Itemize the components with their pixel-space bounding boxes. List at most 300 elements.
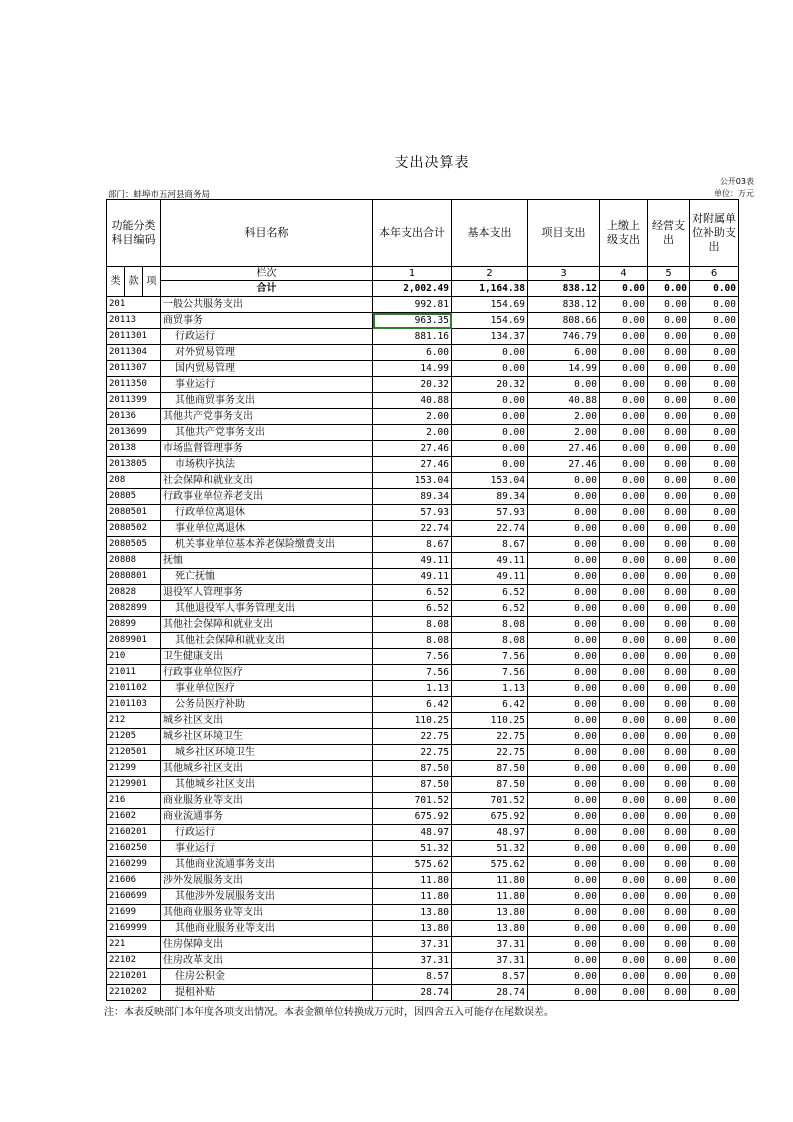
row-total[interactable]: 13.80 (373, 921, 452, 937)
row-total[interactable]: 22.75 (373, 745, 452, 761)
row-code[interactable]: 212 (107, 713, 161, 729)
row-total[interactable]: 11.80 (373, 873, 452, 889)
row-business[interactable]: 0.00 (648, 681, 690, 697)
row-basic[interactable]: 57.93 (452, 505, 528, 521)
row-subsidy[interactable]: 0.00 (690, 409, 739, 425)
row-basic[interactable]: 8.67 (452, 537, 528, 553)
row-upper[interactable]: 0.00 (600, 441, 648, 457)
row-basic[interactable]: 0.00 (452, 361, 528, 377)
col-num-5[interactable]: 5 (648, 267, 690, 281)
row-name[interactable]: 其他共产党事务支出 (161, 409, 373, 425)
row-code[interactable]: 221 (107, 937, 161, 953)
row-business[interactable]: 0.00 (648, 905, 690, 921)
row-subsidy[interactable]: 0.00 (690, 937, 739, 953)
row-total[interactable]: 992.81 (373, 297, 452, 313)
row-subsidy[interactable]: 0.00 (690, 857, 739, 873)
row-code[interactable]: 2080502 (107, 521, 161, 537)
row-project[interactable]: 2.00 (528, 425, 600, 441)
row-subsidy[interactable]: 0.00 (690, 553, 739, 569)
row-business[interactable]: 0.00 (648, 985, 690, 1001)
row-total[interactable]: 37.31 (373, 953, 452, 969)
row-upper[interactable]: 0.00 (600, 729, 648, 745)
row-business[interactable]: 0.00 (648, 889, 690, 905)
row-subsidy[interactable]: 0.00 (690, 985, 739, 1001)
row-basic[interactable]: 110.25 (452, 713, 528, 729)
total-total[interactable]: 2,002.49 (373, 281, 452, 297)
row-project[interactable]: 0.00 (528, 713, 600, 729)
row-subsidy[interactable]: 0.00 (690, 569, 739, 585)
row-name[interactable]: 行政事业单位医疗 (161, 665, 373, 681)
row-business[interactable]: 0.00 (648, 297, 690, 313)
col-num-3[interactable]: 3 (528, 267, 600, 281)
row-business[interactable]: 0.00 (648, 745, 690, 761)
row-subsidy[interactable]: 0.00 (690, 681, 739, 697)
row-code[interactable]: 22102 (107, 953, 161, 969)
row-total[interactable]: 6.42 (373, 697, 452, 713)
row-upper[interactable]: 0.00 (600, 889, 648, 905)
row-project[interactable]: 0.00 (528, 857, 600, 873)
row-code[interactable]: 20136 (107, 409, 161, 425)
row-subsidy[interactable]: 0.00 (690, 729, 739, 745)
row-subsidy[interactable]: 0.00 (690, 521, 739, 537)
row-project[interactable]: 0.00 (528, 521, 600, 537)
row-project[interactable]: 0.00 (528, 585, 600, 601)
row-subsidy[interactable]: 0.00 (690, 697, 739, 713)
row-total[interactable]: 2.00 (373, 425, 452, 441)
row-name[interactable]: 其他城乡社区支出 (161, 777, 373, 793)
row-subsidy[interactable]: 0.00 (690, 761, 739, 777)
row-upper[interactable]: 0.00 (600, 841, 648, 857)
row-project[interactable]: 0.00 (528, 953, 600, 969)
row-code[interactable]: 2101103 (107, 697, 161, 713)
row-project[interactable]: 0.00 (528, 569, 600, 585)
row-upper[interactable]: 0.00 (600, 777, 648, 793)
row-project[interactable]: 808.66 (528, 313, 600, 329)
row-business[interactable]: 0.00 (648, 489, 690, 505)
row-total[interactable]: 7.56 (373, 649, 452, 665)
row-code[interactable]: 2013805 (107, 457, 161, 473)
row-project[interactable]: 0.00 (528, 873, 600, 889)
row-code[interactable]: 21205 (107, 729, 161, 745)
row-code[interactable]: 2160250 (107, 841, 161, 857)
row-upper[interactable]: 0.00 (600, 313, 648, 329)
row-basic[interactable]: 87.50 (452, 777, 528, 793)
row-basic[interactable]: 51.32 (452, 841, 528, 857)
total-basic[interactable]: 1,164.38 (452, 281, 528, 297)
row-total[interactable]: 27.46 (373, 441, 452, 457)
row-business[interactable]: 0.00 (648, 665, 690, 681)
row-upper[interactable]: 0.00 (600, 937, 648, 953)
row-subsidy[interactable]: 0.00 (690, 841, 739, 857)
row-project[interactable]: 0.00 (528, 505, 600, 521)
row-upper[interactable]: 0.00 (600, 601, 648, 617)
row-subsidy[interactable]: 0.00 (690, 953, 739, 969)
row-upper[interactable]: 0.00 (600, 921, 648, 937)
row-business[interactable]: 0.00 (648, 841, 690, 857)
row-upper[interactable]: 0.00 (600, 457, 648, 473)
row-business[interactable]: 0.00 (648, 953, 690, 969)
row-code[interactable]: 201 (107, 297, 161, 313)
row-basic[interactable]: 13.80 (452, 921, 528, 937)
row-total[interactable]: 2.00 (373, 409, 452, 425)
row-upper[interactable]: 0.00 (600, 521, 648, 537)
row-business[interactable]: 0.00 (648, 377, 690, 393)
row-business[interactable]: 0.00 (648, 777, 690, 793)
row-business[interactable]: 0.00 (648, 473, 690, 489)
row-name[interactable]: 公务员医疗补助 (161, 697, 373, 713)
row-name[interactable]: 事业单位医疗 (161, 681, 373, 697)
row-basic[interactable]: 20.32 (452, 377, 528, 393)
row-business[interactable]: 0.00 (648, 585, 690, 601)
row-project[interactable]: 0.00 (528, 905, 600, 921)
row-code[interactable]: 208 (107, 473, 161, 489)
row-business[interactable]: 0.00 (648, 633, 690, 649)
row-basic[interactable]: 134.37 (452, 329, 528, 345)
row-basic[interactable]: 0.00 (452, 425, 528, 441)
header-kuan[interactable]: 款 (125, 267, 143, 297)
row-project[interactable]: 0.00 (528, 809, 600, 825)
row-name[interactable]: 行政运行 (161, 329, 373, 345)
row-upper[interactable]: 0.00 (600, 761, 648, 777)
row-total[interactable]: 22.75 (373, 729, 452, 745)
col-num-1[interactable]: 1 (373, 267, 452, 281)
row-project[interactable]: 0.00 (528, 617, 600, 633)
row-basic[interactable]: 49.11 (452, 569, 528, 585)
row-name[interactable]: 一般公共服务支出 (161, 297, 373, 313)
row-project[interactable]: 0.00 (528, 969, 600, 985)
row-subsidy[interactable]: 0.00 (690, 313, 739, 329)
row-business[interactable]: 0.00 (648, 873, 690, 889)
row-basic[interactable]: 11.80 (452, 889, 528, 905)
row-total[interactable]: 8.08 (373, 633, 452, 649)
row-project[interactable]: 0.00 (528, 633, 600, 649)
row-name[interactable]: 其他商业服务业等支出 (161, 905, 373, 921)
row-total[interactable]: 57.93 (373, 505, 452, 521)
row-total[interactable]: 6.52 (373, 601, 452, 617)
row-code[interactable]: 2089901 (107, 633, 161, 649)
row-upper[interactable]: 0.00 (600, 569, 648, 585)
row-name[interactable]: 事业运行 (161, 841, 373, 857)
row-project[interactable]: 0.00 (528, 825, 600, 841)
row-project[interactable]: 0.00 (528, 489, 600, 505)
row-name[interactable]: 其他商贸事务支出 (161, 393, 373, 409)
row-business[interactable]: 0.00 (648, 601, 690, 617)
row-basic[interactable]: 675.92 (452, 809, 528, 825)
row-project[interactable]: 0.00 (528, 985, 600, 1001)
row-business[interactable]: 0.00 (648, 553, 690, 569)
row-code[interactable]: 2210202 (107, 985, 161, 1001)
total-upper[interactable]: 0.00 (600, 281, 648, 297)
row-name[interactable]: 提租补贴 (161, 985, 373, 1001)
row-code[interactable]: 2101102 (107, 681, 161, 697)
row-total[interactable]: 881.16 (373, 329, 452, 345)
row-total[interactable]: 575.62 (373, 857, 452, 873)
row-name[interactable]: 国内贸易管理 (161, 361, 373, 377)
row-business[interactable]: 0.00 (648, 569, 690, 585)
row-upper[interactable]: 0.00 (600, 713, 648, 729)
row-total[interactable]: 110.25 (373, 713, 452, 729)
row-basic[interactable]: 28.74 (452, 985, 528, 1001)
col-num-4[interactable]: 4 (600, 267, 648, 281)
row-basic[interactable]: 89.34 (452, 489, 528, 505)
row-business[interactable]: 0.00 (648, 857, 690, 873)
row-project[interactable]: 0.00 (528, 473, 600, 489)
row-name[interactable]: 市场监督管理事务 (161, 441, 373, 457)
row-code[interactable]: 2120501 (107, 745, 161, 761)
row-upper[interactable]: 0.00 (600, 985, 648, 1001)
row-code[interactable]: 2013699 (107, 425, 161, 441)
row-subsidy[interactable]: 0.00 (690, 505, 739, 521)
row-upper[interactable]: 0.00 (600, 329, 648, 345)
row-business[interactable]: 0.00 (648, 441, 690, 457)
row-subsidy[interactable]: 0.00 (690, 425, 739, 441)
row-name[interactable]: 商业流通事务 (161, 809, 373, 825)
row-subsidy[interactable]: 0.00 (690, 793, 739, 809)
row-subsidy[interactable]: 0.00 (690, 777, 739, 793)
row-code[interactable]: 20805 (107, 489, 161, 505)
row-upper[interactable]: 0.00 (600, 553, 648, 569)
row-project[interactable]: 0.00 (528, 793, 600, 809)
row-name[interactable]: 卫生健康支出 (161, 649, 373, 665)
row-basic[interactable]: 0.00 (452, 345, 528, 361)
row-name[interactable]: 事业运行 (161, 377, 373, 393)
header-subsidy[interactable]: 对附属单位补助支出 (690, 200, 739, 267)
row-basic[interactable]: 49.11 (452, 553, 528, 569)
row-total[interactable]: 89.34 (373, 489, 452, 505)
row-subsidy[interactable]: 0.00 (690, 633, 739, 649)
row-subsidy[interactable]: 0.00 (690, 361, 739, 377)
row-total[interactable]: 6.00 (373, 345, 452, 361)
row-upper[interactable]: 0.00 (600, 745, 648, 761)
row-basic[interactable]: 87.50 (452, 761, 528, 777)
row-upper[interactable]: 0.00 (600, 297, 648, 313)
row-upper[interactable]: 0.00 (600, 473, 648, 489)
row-business[interactable]: 0.00 (648, 425, 690, 441)
row-basic[interactable]: 6.52 (452, 585, 528, 601)
row-total[interactable]: 8.67 (373, 537, 452, 553)
row-business[interactable]: 0.00 (648, 969, 690, 985)
row-business[interactable]: 0.00 (648, 809, 690, 825)
row-code[interactable]: 2080505 (107, 537, 161, 553)
row-code[interactable]: 20808 (107, 553, 161, 569)
row-code[interactable]: 2160299 (107, 857, 161, 873)
row-code[interactable]: 2160201 (107, 825, 161, 841)
row-subsidy[interactable]: 0.00 (690, 473, 739, 489)
row-upper[interactable]: 0.00 (600, 345, 648, 361)
row-basic[interactable]: 7.56 (452, 665, 528, 681)
row-total[interactable]: 27.46 (373, 457, 452, 473)
row-subsidy[interactable]: 0.00 (690, 969, 739, 985)
row-total[interactable]: 40.88 (373, 393, 452, 409)
row-subsidy[interactable]: 0.00 (690, 329, 739, 345)
row-total[interactable]: 37.31 (373, 937, 452, 953)
row-total[interactable]: 49.11 (373, 553, 452, 569)
header-code[interactable]: 功能分类科目编码 (107, 200, 161, 267)
row-code[interactable]: 21602 (107, 809, 161, 825)
row-code[interactable]: 2080501 (107, 505, 161, 521)
row-total[interactable]: 28.74 (373, 985, 452, 1001)
row-name[interactable]: 行政事业单位养老支出 (161, 489, 373, 505)
header-xiang[interactable]: 项 (143, 267, 161, 297)
row-code[interactable]: 2082899 (107, 601, 161, 617)
row-code[interactable]: 2011301 (107, 329, 161, 345)
row-name[interactable]: 抚恤 (161, 553, 373, 569)
row-code[interactable]: 2210201 (107, 969, 161, 985)
header-total[interactable]: 本年支出合计 (373, 200, 452, 267)
row-name[interactable]: 市场秩序执法 (161, 457, 373, 473)
row-basic[interactable]: 0.00 (452, 409, 528, 425)
row-project[interactable]: 0.00 (528, 681, 600, 697)
row-total[interactable]: 8.57 (373, 969, 452, 985)
header-upper[interactable]: 上缴上级支出 (600, 200, 648, 267)
row-subsidy[interactable]: 0.00 (690, 745, 739, 761)
row-total[interactable]: 8.08 (373, 617, 452, 633)
row-subsidy[interactable]: 0.00 (690, 537, 739, 553)
row-basic[interactable]: 37.31 (452, 953, 528, 969)
row-business[interactable]: 0.00 (648, 537, 690, 553)
row-subsidy[interactable]: 0.00 (690, 601, 739, 617)
row-basic[interactable]: 48.97 (452, 825, 528, 841)
row-business[interactable]: 0.00 (648, 825, 690, 841)
row-subsidy[interactable]: 0.00 (690, 489, 739, 505)
row-basic[interactable]: 8.57 (452, 969, 528, 985)
row-code[interactable]: 2011307 (107, 361, 161, 377)
row-code[interactable]: 2011304 (107, 345, 161, 361)
row-subsidy[interactable]: 0.00 (690, 441, 739, 457)
row-subsidy[interactable]: 0.00 (690, 809, 739, 825)
row-name[interactable]: 其他共产党事务支出 (161, 425, 373, 441)
row-upper[interactable]: 0.00 (600, 697, 648, 713)
row-subsidy[interactable]: 0.00 (690, 873, 739, 889)
row-upper[interactable]: 0.00 (600, 681, 648, 697)
row-total[interactable]: 675.92 (373, 809, 452, 825)
row-project[interactable]: 0.00 (528, 697, 600, 713)
row-code[interactable]: 2080801 (107, 569, 161, 585)
row-name[interactable]: 行政单位离退休 (161, 505, 373, 521)
row-upper[interactable]: 0.00 (600, 665, 648, 681)
row-name[interactable]: 其他城乡社区支出 (161, 761, 373, 777)
row-upper[interactable]: 0.00 (600, 873, 648, 889)
row-code[interactable]: 21011 (107, 665, 161, 681)
row-name[interactable]: 城乡社区环境卫生 (161, 729, 373, 745)
row-subsidy[interactable]: 0.00 (690, 297, 739, 313)
row-basic[interactable]: 153.04 (452, 473, 528, 489)
col-num-6[interactable]: 6 (690, 267, 739, 281)
row-subsidy[interactable]: 0.00 (690, 905, 739, 921)
row-project[interactable]: 0.00 (528, 745, 600, 761)
row-code[interactable]: 20113 (107, 313, 161, 329)
row-code[interactable]: 20828 (107, 585, 161, 601)
row-subsidy[interactable]: 0.00 (690, 457, 739, 473)
row-total[interactable]: 48.97 (373, 825, 452, 841)
row-basic[interactable]: 575.62 (452, 857, 528, 873)
row-name[interactable]: 对外贸易管理 (161, 345, 373, 361)
row-project[interactable]: 0.00 (528, 553, 600, 569)
row-business[interactable]: 0.00 (648, 697, 690, 713)
row-upper[interactable]: 0.00 (600, 617, 648, 633)
row-business[interactable]: 0.00 (648, 937, 690, 953)
row-name[interactable]: 住房保障支出 (161, 937, 373, 953)
row-basic[interactable]: 0.00 (452, 441, 528, 457)
row-name[interactable]: 其他商业服务业等支出 (161, 921, 373, 937)
header-name[interactable]: 科目名称 (161, 200, 373, 267)
row-project[interactable]: 0.00 (528, 537, 600, 553)
row-upper[interactable]: 0.00 (600, 505, 648, 521)
header-business[interactable]: 经营支出 (648, 200, 690, 267)
row-project[interactable]: 0.00 (528, 889, 600, 905)
row-name[interactable]: 其他涉外发展服务支出 (161, 889, 373, 905)
row-basic[interactable]: 0.00 (452, 393, 528, 409)
row-code[interactable]: 2169999 (107, 921, 161, 937)
row-total[interactable]: 87.50 (373, 761, 452, 777)
row-name[interactable]: 机关事业单位基本养老保险缴费支出 (161, 537, 373, 553)
header-lei[interactable]: 类 (107, 267, 125, 297)
row-project[interactable]: 14.99 (528, 361, 600, 377)
row-code[interactable]: 21299 (107, 761, 161, 777)
row-upper[interactable]: 0.00 (600, 969, 648, 985)
row-project[interactable]: 0.00 (528, 601, 600, 617)
row-total[interactable]: 153.04 (373, 473, 452, 489)
row-name[interactable]: 死亡抚恤 (161, 569, 373, 585)
row-name[interactable]: 住房公积金 (161, 969, 373, 985)
row-upper[interactable]: 0.00 (600, 905, 648, 921)
row-name[interactable]: 商贸事务 (161, 313, 373, 329)
row-subsidy[interactable]: 0.00 (690, 825, 739, 841)
row-business[interactable]: 0.00 (648, 329, 690, 345)
row-project[interactable]: 838.12 (528, 297, 600, 313)
row-business[interactable]: 0.00 (648, 345, 690, 361)
row-subsidy[interactable]: 0.00 (690, 649, 739, 665)
row-business[interactable]: 0.00 (648, 393, 690, 409)
row-name[interactable]: 城乡社区支出 (161, 713, 373, 729)
row-project[interactable]: 27.46 (528, 441, 600, 457)
row-total[interactable]: 963.35 (373, 313, 452, 329)
row-code[interactable]: 2129901 (107, 777, 161, 793)
row-project[interactable]: 6.00 (528, 345, 600, 361)
row-upper[interactable]: 0.00 (600, 393, 648, 409)
row-basic[interactable]: 8.08 (452, 617, 528, 633)
row-subsidy[interactable]: 0.00 (690, 713, 739, 729)
row-project[interactable]: 27.46 (528, 457, 600, 473)
row-upper[interactable]: 0.00 (600, 585, 648, 601)
row-subsidy[interactable]: 0.00 (690, 393, 739, 409)
row-total[interactable]: 14.99 (373, 361, 452, 377)
row-business[interactable]: 0.00 (648, 713, 690, 729)
row-subsidy[interactable]: 0.00 (690, 617, 739, 633)
row-business[interactable]: 0.00 (648, 761, 690, 777)
row-name[interactable]: 其他退役军人事务管理支出 (161, 601, 373, 617)
row-upper[interactable]: 0.00 (600, 857, 648, 873)
row-project[interactable]: 40.88 (528, 393, 600, 409)
row-basic[interactable]: 6.52 (452, 601, 528, 617)
row-subsidy[interactable]: 0.00 (690, 345, 739, 361)
row-basic[interactable]: 22.75 (452, 729, 528, 745)
row-upper[interactable]: 0.00 (600, 825, 648, 841)
row-basic[interactable]: 154.69 (452, 297, 528, 313)
row-business[interactable]: 0.00 (648, 457, 690, 473)
row-upper[interactable]: 0.00 (600, 953, 648, 969)
row-subsidy[interactable]: 0.00 (690, 921, 739, 937)
total-business[interactable]: 0.00 (648, 281, 690, 297)
row-name[interactable]: 其他社会保障和就业支出 (161, 617, 373, 633)
row-upper[interactable]: 0.00 (600, 649, 648, 665)
row-upper[interactable]: 0.00 (600, 425, 648, 441)
row-code[interactable]: 216 (107, 793, 161, 809)
row-total[interactable]: 49.11 (373, 569, 452, 585)
row-business[interactable]: 0.00 (648, 361, 690, 377)
row-business[interactable]: 0.00 (648, 521, 690, 537)
row-total[interactable]: 51.32 (373, 841, 452, 857)
